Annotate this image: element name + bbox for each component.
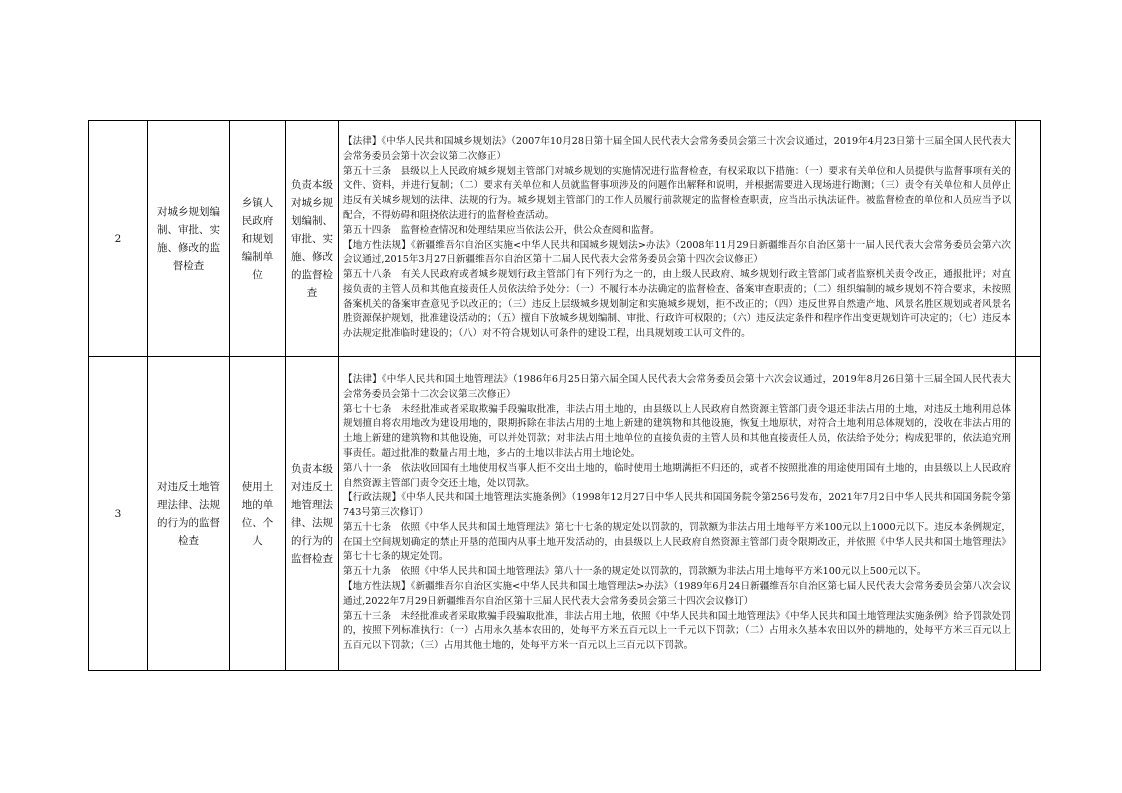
basis-paragraph: 【地方性法规】《新疆维吾尔自治区实施<中华人民共和国土地管理法>办法》（1989年6月24日新疆维吾尔自治区第七届人民代表大会常务委员会第八次会议通过,2022年7月29日新疆维吾尔自治区第十三届人民代表大会常务委员会第三十四次会议修订） xyxy=(343,581,1011,607)
basis-paragraph: 第五十八条 有关人民政府或者城乡规划行政主管部门有下列行为之一的，由上级人民政府、城乡规划行政主管部门或者监察机关责令改正，通报批评；对直接负责的主管人员和其他直接责任人员依法给予处分：（一）不履行本办法确定的监督检查、备案审查职责的；（二）组织编制的城乡规划不符合要求，未按照备案机关的备案审查意见予以改正的；（三）违反上层级城乡规划制定和实施城乡规划，拒不改正的；（四）违反世界自然遗产地、风景名胜区规划或者风景名胜资源保护规划，批准建设活动的；（五）擅自下放城乡规划编制、审批、行政许可权限的；（六）违反法定条件和程序作出变更规划许可决定的；（七）违反本办法规定批准临时建设的；（八）对不符合规划认可条件的建设工程，出具规划竣工认可文件的。 xyxy=(343,269,1011,340)
note-cell xyxy=(1016,121,1041,357)
legal-basis xyxy=(339,121,1016,357)
note-cell xyxy=(1016,357,1041,671)
inspected-subject: 使用土地的单位、个人 xyxy=(230,357,286,671)
row-number: 2 xyxy=(89,121,148,357)
item-name: 对城乡规划编制、审批、实施、修改的监督检查 xyxy=(148,121,230,357)
basis-paragraph: 第五十三条 县级以上人民政府城乡规划主管部门对城乡规划的实施情况进行监督检查，有权采取以下措施：（一）要求有关单位和人员提供与监督事项有关的文件、资料，并进行复制；（二）要求有关单位和人员就监督事项涉及的问题作出解释和说明，并根据需要进入现场进行勘测；（三）责令有关单位和人员停止违反有关城乡规划的法律、法规的行为。城乡规划主管部门的工作人员履行前款规定的监督检查职责，应当出示执法证件。被监督检查的单位和人员应当予以配合，不得妨碍和阻挠依法进行的监督检查活动。 xyxy=(343,165,1011,221)
basis-paragraph: 第五十九条 依照《中华人民共和国土地管理法》第八十一条的规定处以罚款的，罚款额为非法占用土地每平方米100元以上500元以下。 xyxy=(343,566,927,578)
duty-description: 负责本级对违反土地管理法律、法规的行为的监督检查 xyxy=(286,357,339,671)
table-row xyxy=(89,357,1041,671)
basis-paragraph: 第八十一条 依法收回国有土地使用权当事人拒不交出土地的，临时使用土地期满拒不归还的，或者不按照批准的用途使用国有土地的，由县级以上人民政府自然资源主管部门责令交还土地，处以罚款。 xyxy=(343,462,1011,489)
regulation-table xyxy=(88,120,1041,671)
basis-paragraph: 第七十七条 未经批准或者采取欺骗手段骗取批准，非法占用土地的，由县级以上人民政府自然资源主管部门责令退还非法占用的土地，对违反土地利用总体规划擅自将农用地改为建设用地的，限期拆除在非法占用的土地上新建的建筑物和其他设施，恢复土地原状，对符合土地利用总体规划的，没收在非法占用的土地上新建的建筑物和其他设施，可以并处罚款；对非法占用土地单位的直接负责的主管人员和其他直接责任人员，依法给予处分；构成犯罪的，依法追究刑事责任。超过批准的数量占用土地，多占的土地以非法占用土地论处。 xyxy=(343,403,1011,459)
row-number: 3 xyxy=(89,357,148,671)
basis-paragraph: 【法律】《中华人民共和国城乡规划法》（2007年10月28日第十届全国人民代表大会常务委员会第三十次会议通过，2019年4月23日第十三届全国人民代表大会常务委员会第十次会议第二次修正） xyxy=(343,135,1011,162)
basis-paragraph: 第五十三条 未经批准或者采取欺骗手段骗取批准，非法占用土地，依照《中华人民共和国土地管理法》《中华人民共和国土地管理法实施条例》给予罚款处罚的，按照下列标准执行：（一）占用永久基本农田的，处每平方米五百元以上一千元以下罚款；（二）占用永久基本农田以外的耕地的，处每平方米三百元以上五百元以下罚款；（三）占用其他土地的，处每平方米一百元以上三百元以下罚款。 xyxy=(343,610,1011,652)
inspected-subject: 乡镇人民政府和规划编制单位 xyxy=(230,121,286,357)
basis-paragraph: 第五十四条 监督检查情况和处理结果应当依法公开，供公众查阅和监督。 xyxy=(343,224,660,236)
basis-paragraph: 【地方性法规】《新疆维吾尔自治区实施<中华人民共和国城乡规划法>办法》（2008年11月29日新疆维吾尔自治区第十一届人民代表大会常务委员会第六次会议通过,2015年3月27日新疆维吾尔自治区第十二届人民代表大会常务委员会第十四次会议修正） xyxy=(343,239,1011,266)
item-name: 对违反土地管理法律、法规的行为的监督检查 xyxy=(148,357,230,671)
table-row xyxy=(89,121,1041,357)
basis-paragraph: 【法律】《中华人民共和国土地管理法》（1986年6月25日第六届全国人民代表大会常务委员会第十六次会议通过，2019年8月26日第十三届全国人民代表大会常务委员会第十二次会议第三次修正） xyxy=(343,373,1011,400)
duty-description: 负责本级对城乡规划编制、审批、实施、修改的监督检查 xyxy=(286,121,339,357)
basis-paragraph: 【行政法规】《中华人民共和国土地管理法实施条例》（1998年12月27日中华人民共和国国务院令第256号发布，2021年7月2日中华人民共和国国务院令第743号第三次修订） xyxy=(343,492,1011,519)
legal-basis xyxy=(339,357,1016,671)
basis-paragraph: 第五十七条 依照《中华人民共和国土地管理法》第七十七条的规定处以罚款的，罚款额为非法占用土地每平方米100元以上1000元以下。违反本条例规定，在国土空间规划确定的禁止开垦的范围内从事土地开发活动的，由县级以上人民政府自然资源主管部门责令限期改正，并依照《中华人民共和国土地管理法》第七十七条的规定处罚。 xyxy=(343,521,1011,563)
